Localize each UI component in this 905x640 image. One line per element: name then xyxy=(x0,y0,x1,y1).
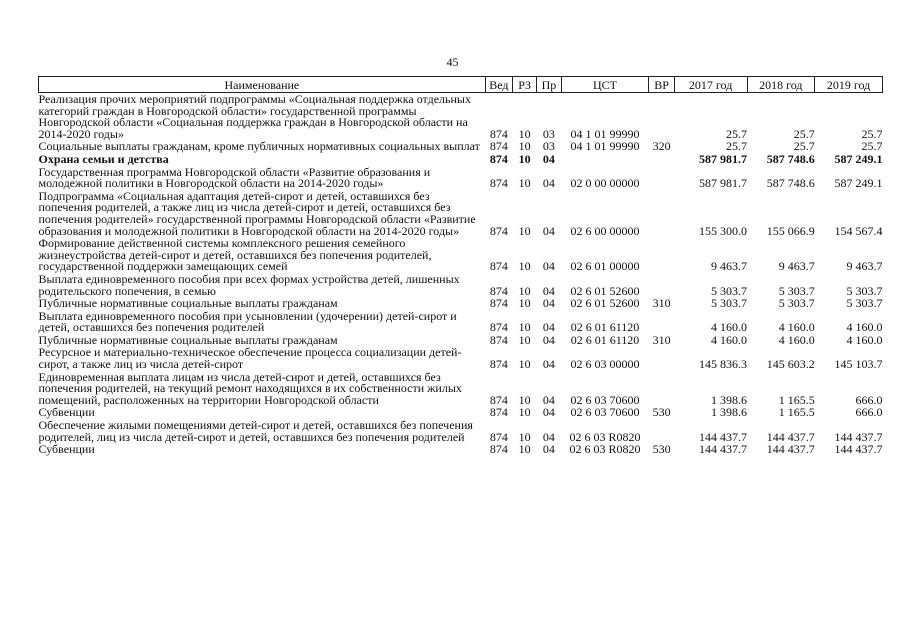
row-ved: 874 xyxy=(489,151,508,166)
row-rz: 10 xyxy=(518,442,531,457)
row-value-2018: 1 165.5 xyxy=(778,405,815,420)
row-value-2017: 5 303.7 xyxy=(711,296,747,311)
row-pr: 04 xyxy=(542,405,555,420)
row-rz: 10 xyxy=(518,151,531,166)
row-pr: 04 xyxy=(542,357,555,372)
row-value-2017: 1 398.6 xyxy=(711,392,747,407)
row-cst: 04 1 01 99990 xyxy=(570,139,640,154)
header-ved: Вед xyxy=(485,77,512,93)
row-value-2018: 587 748.6 xyxy=(766,151,815,166)
row-pr: 04 xyxy=(542,296,555,311)
row-value-2019: 25.7 xyxy=(861,126,883,141)
row-rz: 10 xyxy=(518,176,531,191)
header-cst: ЦСТ xyxy=(561,77,649,93)
row-rz: 10 xyxy=(518,429,531,444)
row-rz: 10 xyxy=(518,296,531,311)
row-value-2017: 4 160.0 xyxy=(711,332,747,347)
row-cst: 02 0 00 00000 xyxy=(570,176,640,191)
row-vr: 530 xyxy=(652,442,671,457)
row-name: Субвенции xyxy=(38,442,95,457)
row-value-2019: 25.7 xyxy=(861,139,883,154)
row-pr: 04 xyxy=(542,283,555,298)
row-vr xyxy=(649,237,674,273)
row-vr xyxy=(649,93,674,141)
row-vr xyxy=(649,371,674,407)
table-row xyxy=(39,443,883,456)
row-ved: 874 xyxy=(489,223,508,238)
row-value-2018: 587 748.6 xyxy=(766,176,815,191)
row-ved: 874 xyxy=(489,296,508,311)
table-header-row xyxy=(39,77,883,93)
row-name: Социальные выплаты гражданам, кроме публичных нормативных социальных выплат xyxy=(38,139,480,154)
row-rz: 10 xyxy=(518,320,531,335)
row-name: Реализация прочих мероприятий подпрограммы «Социальная поддержка отдельных категорий граждан в Новгородской области» государственной программы Новгородской области «Социальная поддержка граждан в Новгородской области на 2014-2020 годы» xyxy=(38,92,471,141)
table-row xyxy=(39,371,883,407)
row-name: Выплата единовременного пособия при всех формах устройства детей, лишенных родительского попечения, в семью xyxy=(38,271,460,298)
row-value-2018: 25.7 xyxy=(793,126,815,141)
row-rz: 10 xyxy=(518,223,531,238)
row-cst: 02 6 00 00000 xyxy=(570,223,640,238)
table-row xyxy=(39,419,883,443)
row-value-2018: 5 303.7 xyxy=(778,283,815,298)
row-name: Выплата единовременного пособия при усыновлении (удочерении) детей-сирот и детей, оставшихся без попечения родителей xyxy=(38,308,457,335)
row-value-2017: 4 160.0 xyxy=(711,320,747,335)
row-vr xyxy=(649,273,674,297)
row-value-2019: 4 160.0 xyxy=(846,320,883,335)
row-pr: 04 xyxy=(542,223,555,238)
row-value-2018: 25.7 xyxy=(793,139,815,154)
row-value-2019: 4 160.0 xyxy=(846,332,883,347)
row-ved: 874 xyxy=(489,320,508,335)
row-value-2017: 587 981.7 xyxy=(699,151,747,166)
row-vr xyxy=(649,190,674,237)
row-value-2019: 145 103.7 xyxy=(834,357,883,372)
row-cst: 02 6 03 R0820 xyxy=(569,429,641,444)
row-value-2019: 587 249.1 xyxy=(834,176,883,191)
row-cst: 02 6 03 70600 xyxy=(570,405,640,420)
row-rz: 10 xyxy=(518,283,531,298)
row-rz: 10 xyxy=(518,126,531,141)
row-vr: 530 xyxy=(652,405,671,420)
row-value-2017: 144 437.7 xyxy=(699,442,747,457)
row-value-2018: 144 437.7 xyxy=(766,429,815,444)
row-rz: 10 xyxy=(518,259,531,274)
row-value-2018: 1 165.5 xyxy=(778,392,815,407)
row-rz: 10 xyxy=(518,392,531,407)
row-vr xyxy=(649,153,674,166)
row-value-2017: 25.7 xyxy=(726,126,747,141)
row-ved: 874 xyxy=(489,126,508,141)
row-pr: 04 xyxy=(542,151,555,166)
row-cst: 02 6 03 70600 xyxy=(570,392,640,407)
table-row xyxy=(39,346,883,370)
row-cst: 02 6 03 00000 xyxy=(570,357,640,372)
row-vr xyxy=(649,166,674,190)
row-vr: 310 xyxy=(652,296,671,311)
row-cst: 02 6 01 61120 xyxy=(570,320,640,335)
row-pr: 04 xyxy=(542,392,555,407)
row-cst: 02 6 01 61120 xyxy=(570,332,640,347)
row-rz: 10 xyxy=(518,332,531,347)
table-row xyxy=(39,166,883,190)
row-pr: 03 xyxy=(542,126,555,141)
row-vr: 310 xyxy=(652,332,671,347)
row-value-2019: 9 463.7 xyxy=(846,259,883,274)
row-value-2019: 5 303.7 xyxy=(846,283,883,298)
table-row xyxy=(39,93,883,141)
row-value-2018: 4 160.0 xyxy=(778,320,815,335)
row-pr: 04 xyxy=(542,442,555,457)
row-value-2017: 5 303.7 xyxy=(711,283,747,298)
row-name: Подпрограмма «Социальная адаптация детей-сирот и детей, оставшихся без попечения родителей, а также лиц из числа детей-сирот и детей, оставшихся без попечения родителей» государственной программы Новгородской области «Развитие образования и молодежной политики в Новгородской области на 2014-2020 годы» xyxy=(38,188,476,238)
row-vr xyxy=(649,419,674,443)
table-body xyxy=(39,93,883,456)
row-ved: 874 xyxy=(489,259,508,274)
row-name: Ресурсное и материально-техническое обеспечение процесса социализации детей-сирот, а также лиц из числа детей-сирот xyxy=(38,345,462,372)
table-row xyxy=(39,153,883,166)
row-value-2019: 144 437.7 xyxy=(834,442,883,457)
header-2017: 2017 год xyxy=(674,77,747,93)
row-cst: 02 6 01 52600 xyxy=(570,283,640,298)
row-cst: 02 6 01 52600 xyxy=(570,296,640,311)
header-2018: 2018 год xyxy=(747,77,815,93)
row-vr xyxy=(649,310,674,334)
row-rz: 10 xyxy=(518,357,531,372)
page-number: 45 xyxy=(446,55,459,69)
header-name: Наименование xyxy=(39,77,486,93)
row-name: Публичные нормативные социальные выплаты гражданам xyxy=(38,332,338,347)
row-value-2018: 9 463.7 xyxy=(778,259,815,274)
table-row xyxy=(39,310,883,334)
row-rz: 10 xyxy=(518,405,531,420)
row-value-2017: 145 836.3 xyxy=(699,357,747,372)
table-row xyxy=(39,190,883,237)
row-value-2018: 144 437.7 xyxy=(766,442,815,457)
budget-table xyxy=(38,76,883,456)
row-pr: 04 xyxy=(542,259,555,274)
row-name: Охрана семьи и детства xyxy=(38,151,169,166)
row-cst xyxy=(561,153,649,166)
row-value-2019: 144 437.7 xyxy=(834,429,883,444)
table-row xyxy=(39,237,883,273)
row-value-2018: 155 066.9 xyxy=(766,223,815,238)
row-rz: 10 xyxy=(518,139,531,154)
row-name: Единовременная выплата лицам из числа детей-сирот и детей, оставшихся без попечения родителей, на текущий ремонт находящихся в их собственности жилых помещений, расположенных на территории Новгородской области xyxy=(38,369,462,407)
row-value-2019: 666.0 xyxy=(855,405,883,420)
row-cst: 02 6 03 R0820 xyxy=(569,442,641,457)
row-value-2018: 4 160.0 xyxy=(778,332,815,347)
row-cst: 02 6 01 00000 xyxy=(570,259,640,274)
row-pr: 04 xyxy=(542,429,555,444)
row-ved: 874 xyxy=(489,392,508,407)
table-row xyxy=(39,273,883,297)
row-pr: 04 xyxy=(542,320,555,335)
row-value-2019: 666.0 xyxy=(855,392,883,407)
row-ved: 874 xyxy=(489,442,508,457)
header-2019: 2019 год xyxy=(815,77,883,93)
row-value-2019: 5 303.7 xyxy=(846,296,883,311)
header-vr: ВР xyxy=(649,77,674,93)
row-cst: 04 1 01 99990 xyxy=(570,126,640,141)
row-vr xyxy=(649,346,674,370)
table-row xyxy=(39,297,883,310)
row-value-2017: 144 437.7 xyxy=(699,429,747,444)
row-ved: 874 xyxy=(489,405,508,420)
row-value-2017: 9 463.7 xyxy=(711,259,747,274)
row-value-2019: 587 249.1 xyxy=(834,151,883,166)
header-rz: РЗ xyxy=(513,77,537,93)
row-pr: 04 xyxy=(542,176,555,191)
row-pr: 03 xyxy=(542,139,555,154)
row-ved: 874 xyxy=(489,176,508,191)
row-value-2018: 145 603.2 xyxy=(766,357,815,372)
row-vr: 320 xyxy=(652,139,671,154)
row-ved: 874 xyxy=(489,429,508,444)
row-ved: 874 xyxy=(489,357,508,372)
row-value-2017: 25.7 xyxy=(726,139,747,154)
header-pr: Пр xyxy=(537,77,561,93)
row-value-2017: 587 981.7 xyxy=(699,176,747,191)
row-pr: 04 xyxy=(542,332,555,347)
row-name: Обеспечение жилыми помещениями детей-сирот и детей, оставшихся без попечения родителей, лиц из числа детей-сирот и детей, оставшихся без попечения родителей xyxy=(38,418,473,444)
row-ved: 874 xyxy=(489,283,508,298)
row-name: Субвенции xyxy=(38,405,95,420)
row-value-2017: 1 398.6 xyxy=(711,405,747,420)
row-name: Публичные нормативные социальные выплаты гражданам xyxy=(38,296,338,311)
row-name: Государственная программа Новгородской области «Развитие образования и молодежной политики в Новгородской области на 2014-2020 годы» xyxy=(38,164,431,191)
row-value-2017: 155 300.0 xyxy=(699,223,747,238)
row-ved: 874 xyxy=(489,332,508,347)
row-value-2019: 154 567.4 xyxy=(834,223,883,238)
row-value-2018: 5 303.7 xyxy=(778,296,815,311)
row-name: Формирование действенной системы комплексного решения семейного жизнеустройства детей-сирот и детей, оставшихся без попечения родителей, государственной поддержки замещающих семей xyxy=(38,236,432,274)
row-ved: 874 xyxy=(489,139,508,154)
